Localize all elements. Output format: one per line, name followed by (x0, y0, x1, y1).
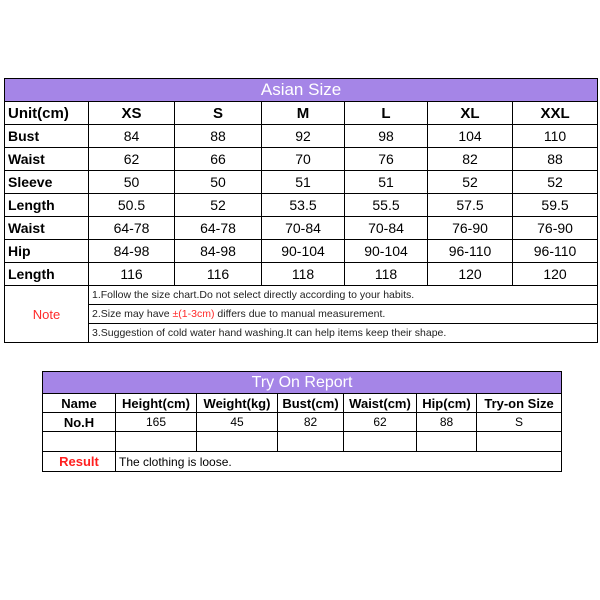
size-cell: 98 (345, 125, 428, 148)
size-cell: 110 (513, 125, 598, 148)
size-cell: 116 (175, 263, 262, 286)
size-cell: 66 (175, 148, 262, 171)
size-row-waist (5, 148, 598, 171)
model-hip: 88 (417, 413, 477, 432)
empty-cell (116, 432, 197, 452)
size-cell: 84-98 (89, 240, 175, 263)
size-cell: 82 (428, 148, 513, 171)
row-label: Length (5, 263, 89, 286)
model-weight: 45 (197, 413, 278, 432)
try-on-header-row (43, 394, 562, 413)
size-row-length (5, 194, 598, 217)
size-cell: 118 (345, 263, 428, 286)
note-row-1 (5, 286, 598, 305)
size-cell: 64-78 (89, 217, 175, 240)
size-header-xxl: XXL (513, 102, 598, 125)
note-label: Note (5, 286, 89, 343)
try-on-data-row (43, 413, 562, 432)
result-text: The clothing is loose. (116, 452, 562, 472)
size-cell: 50.5 (89, 194, 175, 217)
size-cell: 76-90 (513, 217, 598, 240)
try-on-report-table (42, 371, 562, 472)
size-row-dress-length (5, 263, 598, 286)
size-table-title-row (5, 79, 598, 102)
model-bust: 82 (278, 413, 344, 432)
note-line-2-end: differs due to manual measurement. (214, 308, 386, 320)
size-header-m: M (262, 102, 345, 125)
size-cell: 88 (175, 125, 262, 148)
size-cell: 55.5 (345, 194, 428, 217)
size-cell: 90-104 (262, 240, 345, 263)
header-try-on-size: Try-on Size (477, 394, 562, 413)
note-line-3: 3.Suggestion of cold water hand washing.It can help items keep their shape. (89, 324, 598, 343)
size-cell: 70 (262, 148, 345, 171)
size-header-l: L (345, 102, 428, 125)
note-line-2 (89, 305, 598, 324)
size-header-row (5, 102, 598, 125)
row-label: Bust (5, 125, 89, 148)
size-cell: 51 (262, 171, 345, 194)
size-row-hip (5, 240, 598, 263)
size-cell: 51 (345, 171, 428, 194)
size-cell: 59.5 (513, 194, 598, 217)
row-label: Length (5, 194, 89, 217)
header-bust: Bust(cm) (278, 394, 344, 413)
header-name: Name (43, 394, 116, 413)
size-cell: 120 (428, 263, 513, 286)
size-cell: 116 (89, 263, 175, 286)
size-cell: 52 (175, 194, 262, 217)
size-cell: 96-110 (513, 240, 598, 263)
row-label: Hip (5, 240, 89, 263)
size-cell: 104 (428, 125, 513, 148)
size-table-title: Asian Size (5, 79, 598, 102)
size-cell: 90-104 (345, 240, 428, 263)
header-height: Height(cm) (116, 394, 197, 413)
size-header-s: S (175, 102, 262, 125)
size-cell: 70-84 (345, 217, 428, 240)
note-line-1: 1.Follow the size chart.Do not select directly according to your habits. (89, 286, 598, 305)
empty-cell (477, 432, 562, 452)
empty-cell (278, 432, 344, 452)
size-cell: 92 (262, 125, 345, 148)
size-cell: 120 (513, 263, 598, 286)
row-label: Waist (5, 217, 89, 240)
model-name: No.H (43, 413, 116, 432)
try-on-empty-row (43, 432, 562, 452)
model-height: 165 (116, 413, 197, 432)
size-cell: 64-78 (175, 217, 262, 240)
size-cell: 50 (89, 171, 175, 194)
size-header-xl: XL (428, 102, 513, 125)
size-row-bust (5, 125, 598, 148)
empty-cell (43, 432, 116, 452)
row-label: Waist (5, 148, 89, 171)
header-waist: Waist(cm) (344, 394, 417, 413)
model-waist: 62 (344, 413, 417, 432)
try-on-title-row (43, 372, 562, 394)
note-line-2-start: 2.Size may have (92, 308, 173, 320)
model-size: S (477, 413, 562, 432)
size-cell: 70-84 (262, 217, 345, 240)
size-row-waist-range (5, 217, 598, 240)
size-cell: 118 (262, 263, 345, 286)
note-tolerance: ±(1-3cm) (172, 308, 215, 320)
size-cell: 88 (513, 148, 598, 171)
note-row-2 (5, 305, 598, 324)
note-row-3 (5, 324, 598, 343)
size-cell: 96-110 (428, 240, 513, 263)
empty-cell (197, 432, 278, 452)
size-cell: 50 (175, 171, 262, 194)
asian-size-table (4, 78, 598, 343)
size-header-xs: XS (89, 102, 175, 125)
size-row-sleeve (5, 171, 598, 194)
size-cell: 62 (89, 148, 175, 171)
size-cell: 53.5 (262, 194, 345, 217)
empty-cell (417, 432, 477, 452)
size-cell: 57.5 (428, 194, 513, 217)
size-cell: 52 (513, 171, 598, 194)
try-on-title: Try On Report (43, 372, 562, 394)
try-on-result-row (43, 452, 562, 472)
row-label: Sleeve (5, 171, 89, 194)
empty-cell (344, 432, 417, 452)
size-cell: 84-98 (175, 240, 262, 263)
size-cell: 52 (428, 171, 513, 194)
header-hip: Hip(cm) (417, 394, 477, 413)
size-cell: 84 (89, 125, 175, 148)
header-weight: Weight(kg) (197, 394, 278, 413)
size-cell: 76 (345, 148, 428, 171)
size-cell: 76-90 (428, 217, 513, 240)
unit-header: Unit(cm) (5, 102, 89, 125)
result-label: Result (43, 452, 116, 472)
